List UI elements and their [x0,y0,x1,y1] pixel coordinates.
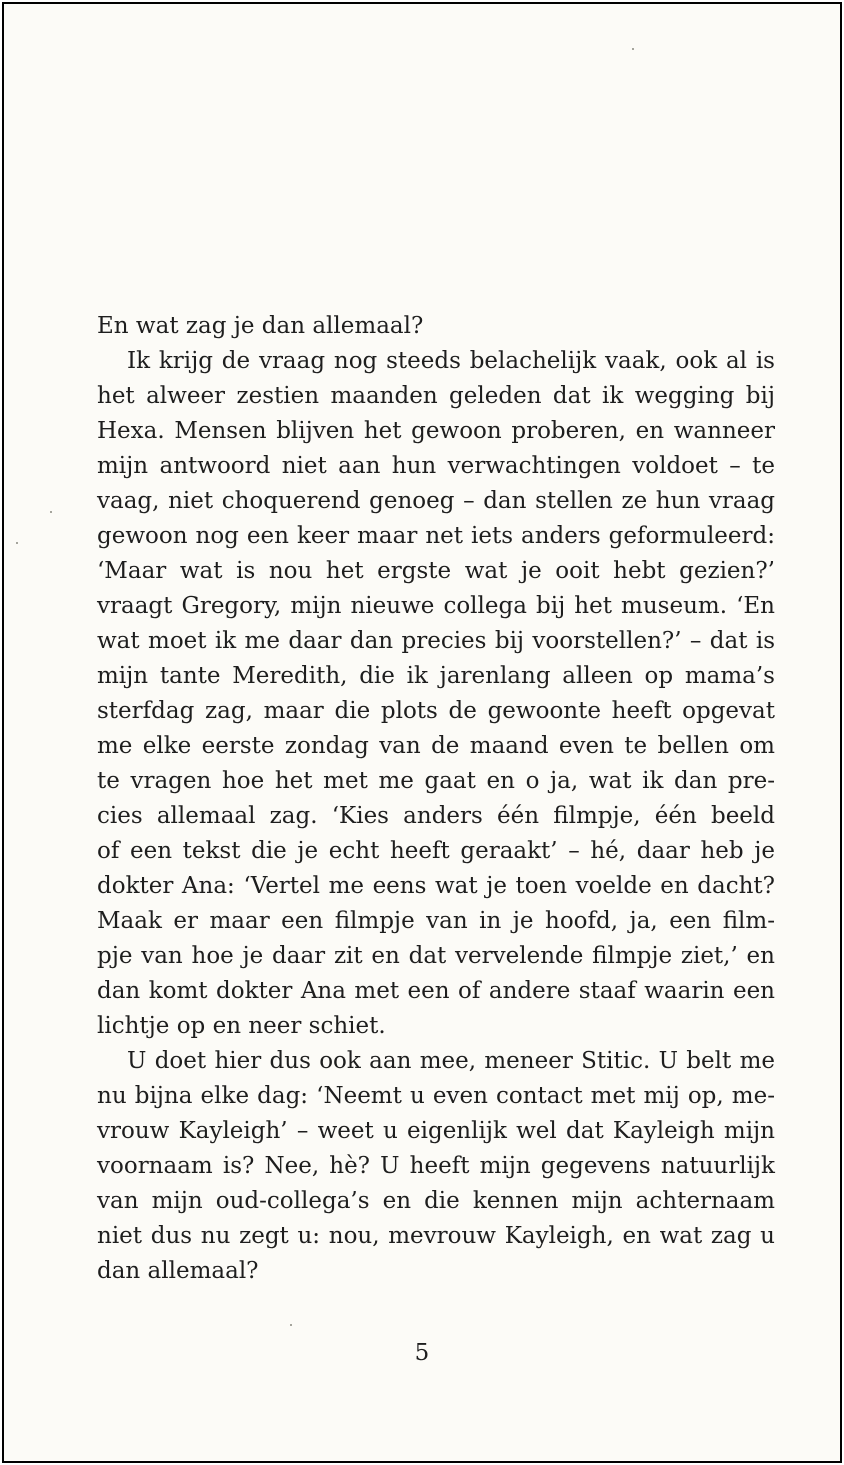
text-line: pje van hoe je daar zit en dat vervelende filmpje ziet,’ en [97,943,775,969]
paper-speck [50,511,52,513]
paper-speck [632,48,634,50]
text-line: van mijn oud-collega’s en die kennen mijn achternaam [97,1188,775,1214]
paper-speck [16,542,18,544]
text-line: Hexa. Mensen blijven het gewoon proberen, en wanneer [97,418,775,444]
text-line: of een tekst die je echt heeft geraakt’ – hé, daar heb je [97,838,775,864]
text-line: nu bijna elke dag: ‘Neemt u even contact met mij op, me- [97,1083,775,1109]
text-line: Maak er maar een filmpje van in je hoofd, ja, een film- [97,908,775,934]
text-line: dokter Ana: ‘Vertel me eens wat je toen voelde en dacht? [97,873,775,899]
text-line: mijn tante Meredith, die ik jarenlang alleen op mama’s [97,663,775,689]
paper-speck [290,1324,292,1326]
text-line: het alweer zestien maanden geleden dat ik wegging bij [97,383,775,409]
text-line: vrouw Kayleigh’ – weet u eigenlijk wel dat Kayleigh mijn [97,1118,775,1144]
text-line: dan komt dokter Ana met een of andere staaf waarin een [97,978,775,1004]
text-line: niet dus nu zegt u: nou, mevrouw Kayleigh, en wat zag u [97,1223,775,1249]
text-line: vraagt Gregory, mijn nieuwe collega bij het museum. ‘En [97,593,775,619]
text-line: voornaam is? Nee, hè? U heeft mijn gegevens natuurlijk [97,1153,775,1179]
text-line: te vragen hoe het met me gaat en o ja, wat ik dan pre- [97,768,775,794]
text-line: wat moet ik me daar dan precies bij voorstellen?’ – dat is [97,628,775,654]
text-line: En wat zag je dan allemaal? [97,313,424,339]
text-line: ‘Maar wat is nou het ergste wat je ooit hebt gezien?’ [97,558,775,584]
text-line: dan allemaal? [97,1258,259,1284]
body-text [97,309,775,1289]
text-line: cies allemaal zag. ‘Kies anders één filmpje, één beeld [97,803,775,829]
text-line: gewoon nog een keer maar net iets anders geformuleerd: [97,523,775,549]
book-page [2,2,842,1463]
text-line: mijn antwoord niet aan hun verwachtingen voldoet – te [97,453,775,479]
text-line: Ik krijg de vraag nog steeds belachelijk vaak, ook al is [127,348,775,374]
text-line: sterfdag zag, maar die plots de gewoonte heeft opgevat [97,698,775,724]
text-line: lichtje op en neer schiet. [97,1013,386,1039]
page-number: 5 [414,1340,430,1366]
text-line: me elke eerste zondag van de maand even te bellen om [97,733,775,759]
text-line: U doet hier dus ook aan mee, meneer Stitic. U belt me [127,1048,775,1074]
text-line: vaag, niet choquerend genoeg – dan stellen ze hun vraag [97,488,775,514]
